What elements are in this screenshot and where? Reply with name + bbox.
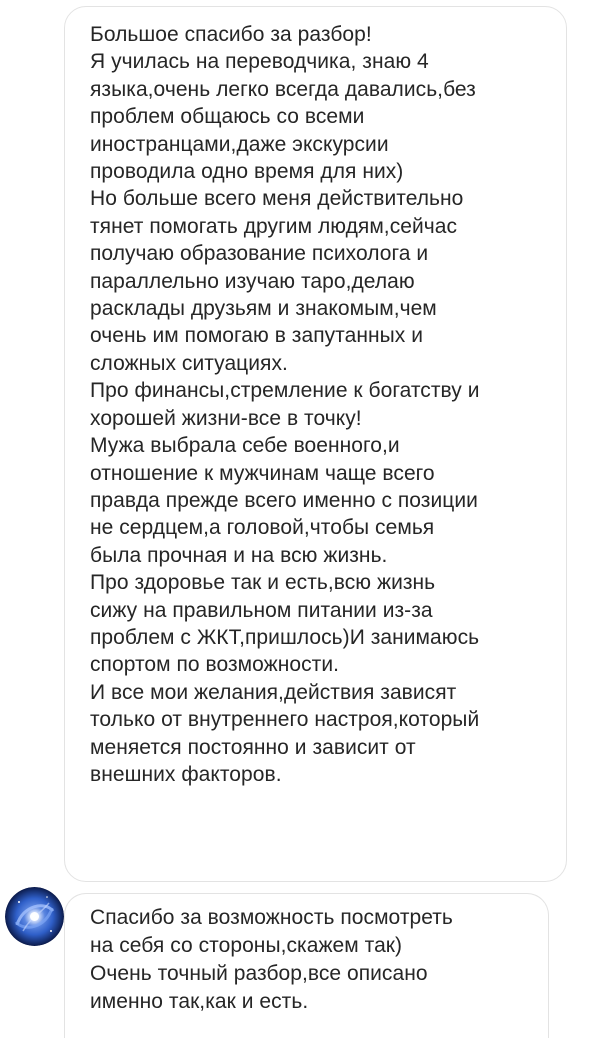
message-line: очень им помогаю в запутанных и [90,324,423,348]
message-line: Мужа выбрала себе военного,и [90,434,400,458]
message-line: Очень точный разбор,все описано [90,962,428,985]
message-line: иностранцами,даже экскурсии [90,132,389,156]
message-line: проводила одно время для них) [90,160,404,184]
message-line: И все мои желания,действия зависят [90,680,457,704]
message-line: на себя со стороны,скажем так) [90,934,403,957]
message-line: отношение к мужчинам чаще всего [90,461,435,485]
avatar[interactable] [5,887,64,946]
message-line: тянет помогать другим людям,сейчас [90,214,458,238]
message-line: проблем общаюсь со всеми [90,105,365,129]
message-text-2 [90,904,528,1016]
message-line: Большое спасибо за разбор! [90,23,372,46]
message-line: не сердцем,а головой,чтобы семья [90,516,435,540]
message-text-1 [90,21,546,788]
message-line: проблем с ЖКТ,пришлось)И занимаюсь [90,625,480,649]
message-line: внешних факторов. [90,762,282,786]
message-line: получаю образование психолога и [90,242,429,266]
message-line: Спасибо за возможность посмотреть [90,906,453,929]
message-line: Я училась на переводчика, знаю 4 [90,50,429,74]
message-line: спортом по возможности. [90,653,340,677]
message-line: Про финансы,стремление к богатству и [90,379,480,403]
message-bubble-2[interactable] [64,893,549,1038]
message-line: параллельно изучаю таро,делаю [90,269,415,293]
message-line: только от внутреннего настроя,который [90,708,480,732]
message-line: Но больше всего меня действительно [90,187,464,211]
message-line: меняется постоянно и зависит от [90,735,416,759]
message-line: сложных ситуациях. [90,351,288,375]
message-line: сижу на правильном питании из-за [90,598,433,622]
message-line: языка,очень легко всегда давались,без [90,77,476,101]
message-line: правда прежде всего именно с позиции [90,488,478,512]
message-line: Про здоровье так и есть,всю жизнь [90,571,436,595]
message-line: расклады друзьям и знакомым,чем [90,297,437,321]
message-line: хорошей жизни-все в точку! [90,406,362,430]
message-line: была прочная и на всю жизнь. [90,543,388,567]
message-line: именно так,как и есть. [90,990,309,1013]
message-bubble-1[interactable] [64,6,567,882]
galaxy-avatar-icon [5,887,64,946]
